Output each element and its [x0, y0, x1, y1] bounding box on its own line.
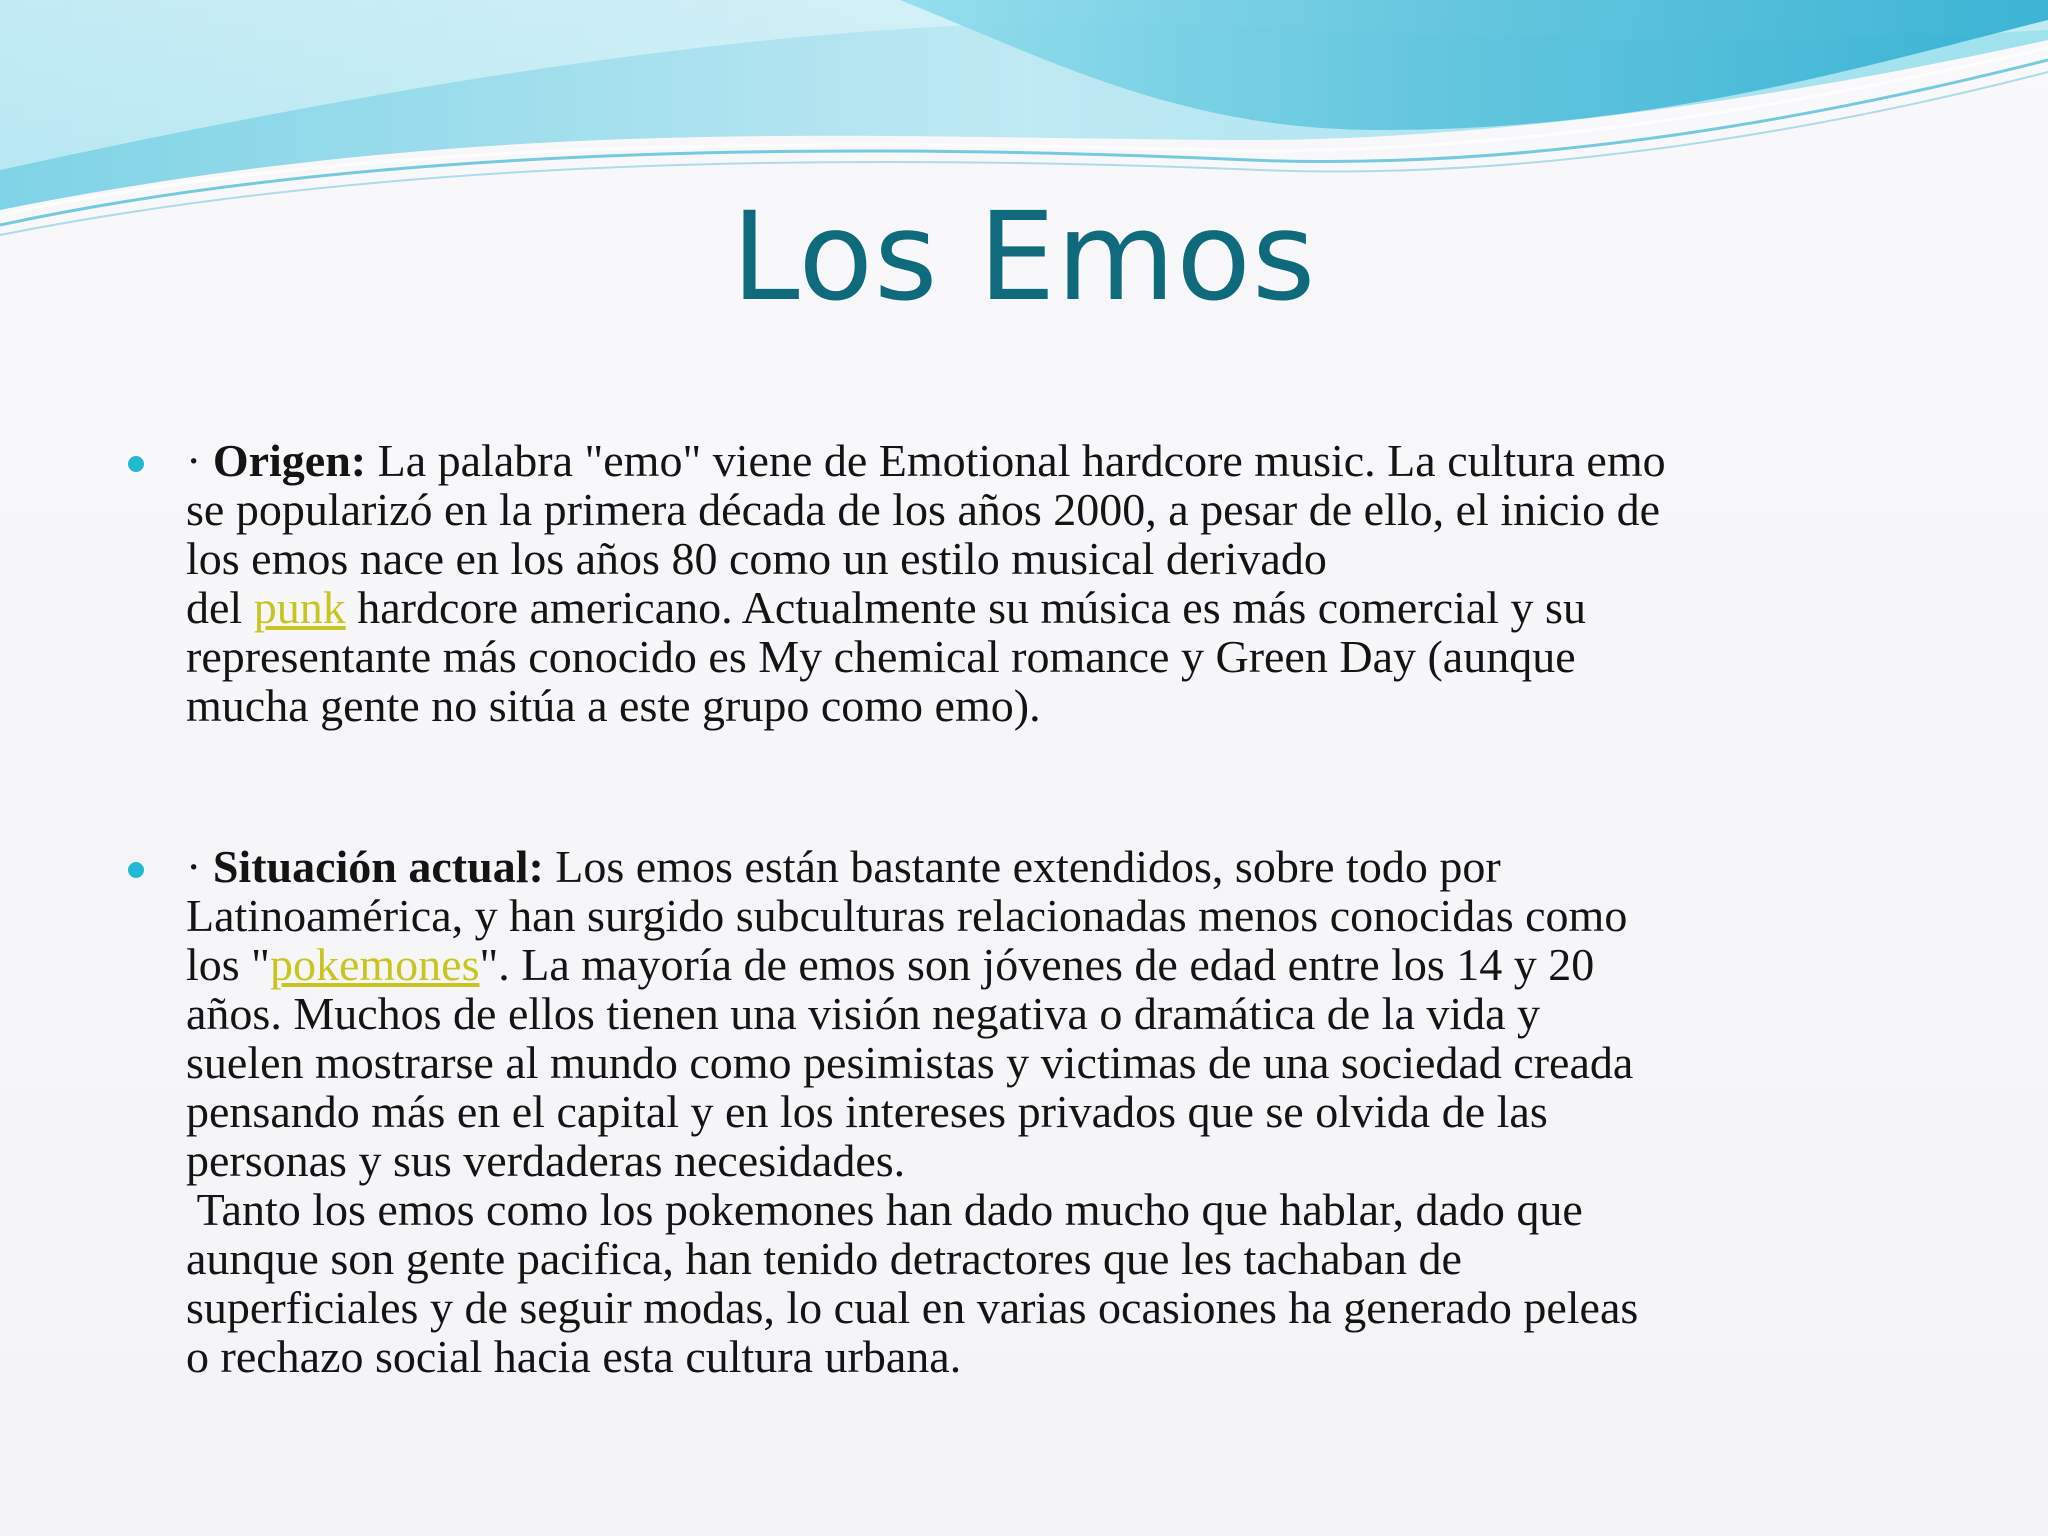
- bullet-line: representante más conocido es My chemical romance y Green Day (aunque: [186, 631, 1576, 682]
- bullet-origen: [128, 436, 1928, 730]
- bullet-text: La palabra "emo" viene de Emotional hardcore music. La cultura emo: [366, 435, 1666, 486]
- bullet-line: [186, 583, 1928, 632]
- bullet-dot-icon: [128, 456, 144, 472]
- bullet-text: del: [186, 582, 254, 633]
- bullet-situacion-actual: [128, 842, 1928, 1381]
- bullet-line: personas y sus verdaderas necesidades.: [186, 1135, 906, 1186]
- pokemones-link[interactable]: pokemones: [269, 939, 480, 990]
- bullet-line: pensando más en el capital y en los intereses privados que se olvida de las: [186, 1086, 1548, 1137]
- bullet-line: [186, 842, 1928, 891]
- bullet-line: [186, 940, 1928, 989]
- bullet-line: los emos nace en los años 80 como un estilo musical derivado: [186, 533, 1327, 584]
- bullet-text: ". La mayoría de emos son jóvenes de edad entre los 14 y 20: [479, 939, 1595, 990]
- bullet-line: o rechazo social hacia esta cultura urbana.: [186, 1331, 962, 1382]
- bullet-line: Latinoamérica, y han surgido subculturas relacionadas menos conocidas como: [186, 890, 1628, 941]
- bullet-line: suelen mostrarse al mundo como pesimistas y victimas de una sociedad creada: [186, 1037, 1634, 1088]
- bullet-line: aunque son gente pacifica, han tenido detractores que les tachaban de: [186, 1233, 1462, 1284]
- bullet-line: mucha gente no sitúa a este grupo como emo).: [186, 680, 1041, 731]
- bullet-text: hardcore americano. Actualmente su música es más comercial y su: [345, 582, 1586, 633]
- bullet-list: [128, 436, 1928, 1493]
- bullet-lead: ·: [186, 435, 213, 486]
- bullet-line: años. Muchos de ellos tienen una visión negativa o dramática de la vida y: [186, 988, 1541, 1039]
- bullet-dot-icon: [128, 862, 144, 878]
- bullet-line: superficiales y de seguir modas, lo cual en varias ocasiones ha generado peleas: [186, 1282, 1639, 1333]
- bullet-line: se popularizó en la primera década de los años 2000, a pesar de ello, el inicio de: [186, 484, 1660, 535]
- bullet-line: Tanto los emos como los pokemones han dado mucho que hablar, dado que: [186, 1184, 1583, 1235]
- bullet-text: Los emos están bastante extendidos, sobre todo por: [543, 841, 1501, 892]
- bullet-text: los ": [186, 939, 270, 990]
- bullet-label: Origen:: [212, 435, 367, 486]
- bullet-line: [186, 436, 1928, 485]
- punk-link[interactable]: punk: [253, 582, 346, 633]
- bullet-lead: ·: [186, 841, 213, 892]
- slide-title: Los Emos: [731, 186, 1317, 328]
- bullet-label: Situación actual:: [212, 841, 544, 892]
